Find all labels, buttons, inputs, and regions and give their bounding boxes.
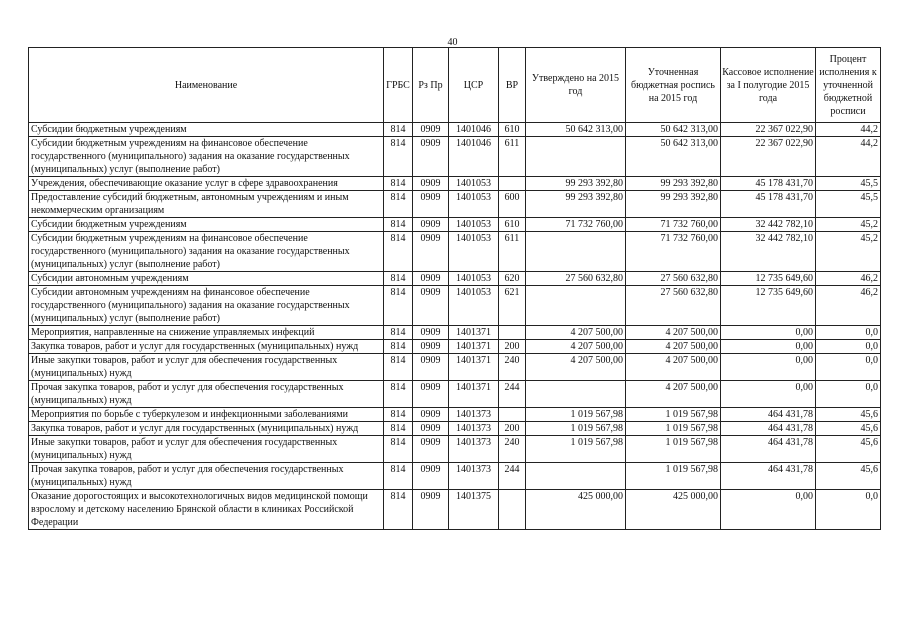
cell-name: Субсидии автономным учреждениям — [29, 272, 384, 286]
cell-csr: 1401373 — [449, 422, 499, 436]
cell-percent: 44,2 — [816, 137, 881, 177]
cell-refined: 50 642 313,00 — [626, 137, 721, 177]
cell-approved — [526, 381, 626, 408]
cell-name: Закупка товаров, работ и услуг для государственных (муниципальных) нужд — [29, 422, 384, 436]
cell-rzpr: 0909 — [413, 232, 449, 272]
cell-csr: 1401046 — [449, 123, 499, 137]
cell-cash: 32 442 782,10 — [721, 218, 816, 232]
cell-cash: 22 367 022,90 — [721, 137, 816, 177]
table-row — [29, 191, 881, 218]
cell-vr: 610 — [499, 218, 526, 232]
cell-percent: 45,5 — [816, 177, 881, 191]
cell-csr: 1401053 — [449, 218, 499, 232]
cell-approved: 1 019 567,98 — [526, 422, 626, 436]
cell-rzpr: 0909 — [413, 340, 449, 354]
cell-rzpr: 0909 — [413, 177, 449, 191]
cell-grbs: 814 — [384, 123, 413, 137]
cell-refined: 4 207 500,00 — [626, 326, 721, 340]
cell-vr: 200 — [499, 340, 526, 354]
cell-grbs: 814 — [384, 232, 413, 272]
cell-percent: 45,6 — [816, 436, 881, 463]
cell-csr: 1401373 — [449, 408, 499, 422]
cell-refined: 27 560 632,80 — [626, 286, 721, 326]
cell-percent: 46,2 — [816, 286, 881, 326]
cell-rzpr: 0909 — [413, 422, 449, 436]
cell-percent: 45,6 — [816, 408, 881, 422]
table-row — [29, 436, 881, 463]
cell-name: Субсидии бюджетным учреждениям — [29, 123, 384, 137]
cell-cash: 45 178 431,70 — [721, 191, 816, 218]
cell-grbs: 814 — [384, 490, 413, 530]
cell-name: Мероприятия, направленные на снижение управляемых инфекций — [29, 326, 384, 340]
cell-cash: 0,00 — [721, 326, 816, 340]
cell-approved — [526, 463, 626, 490]
cell-grbs: 814 — [384, 436, 413, 463]
table-row — [29, 232, 881, 272]
cell-csr: 1401046 — [449, 137, 499, 177]
cell-approved: 4 207 500,00 — [526, 354, 626, 381]
cell-refined: 1 019 567,98 — [626, 463, 721, 490]
cell-vr: 240 — [499, 436, 526, 463]
cell-vr: 610 — [499, 123, 526, 137]
header-approved: Утверждено на 2015 год — [526, 48, 626, 123]
cell-csr: 1401371 — [449, 340, 499, 354]
cell-vr: 611 — [499, 137, 526, 177]
cell-refined: 71 732 760,00 — [626, 218, 721, 232]
cell-approved: 99 293 392,80 — [526, 191, 626, 218]
cell-cash: 22 367 022,90 — [721, 123, 816, 137]
table-row — [29, 137, 881, 177]
cell-vr: 620 — [499, 272, 526, 286]
cell-grbs: 814 — [384, 326, 413, 340]
cell-approved: 425 000,00 — [526, 490, 626, 530]
header-name: Наименование — [29, 48, 384, 123]
cell-name: Субсидии автономным учреждениям на финансовое обеспечение государственного (муниципального) задания на оказание государственных (муниципальных) услуг (выполнение работ) — [29, 286, 384, 326]
cell-cash: 464 431,78 — [721, 436, 816, 463]
cell-name: Иные закупки товаров, работ и услуг для обеспечения государственных (муниципальных) нужд — [29, 354, 384, 381]
cell-csr: 1401053 — [449, 191, 499, 218]
table-row — [29, 218, 881, 232]
cell-rzpr: 0909 — [413, 463, 449, 490]
cell-name: Прочая закупка товаров, работ и услуг для обеспечения государственных (муниципальных) нужд — [29, 381, 384, 408]
table-row — [29, 408, 881, 422]
cell-vr: 200 — [499, 422, 526, 436]
cell-rzpr: 0909 — [413, 490, 449, 530]
cell-rzpr: 0909 — [413, 381, 449, 408]
cell-csr: 1401373 — [449, 463, 499, 490]
cell-csr: 1401371 — [449, 381, 499, 408]
cell-cash: 0,00 — [721, 340, 816, 354]
table-row — [29, 422, 881, 436]
table-row — [29, 123, 881, 137]
cell-csr: 1401053 — [449, 286, 499, 326]
cell-percent: 45,2 — [816, 218, 881, 232]
cell-refined: 27 560 632,80 — [626, 272, 721, 286]
table-row — [29, 463, 881, 490]
cell-refined: 4 207 500,00 — [626, 381, 721, 408]
cell-cash: 464 431,78 — [721, 463, 816, 490]
cell-vr: 611 — [499, 232, 526, 272]
cell-percent: 45,6 — [816, 463, 881, 490]
cell-approved — [526, 286, 626, 326]
cell-vr: 240 — [499, 354, 526, 381]
cell-vr: 621 — [499, 286, 526, 326]
cell-vr — [499, 490, 526, 530]
table-row — [29, 286, 881, 326]
cell-rzpr: 0909 — [413, 436, 449, 463]
cell-cash: 32 442 782,10 — [721, 232, 816, 272]
cell-cash: 0,00 — [721, 354, 816, 381]
cell-csr: 1401371 — [449, 326, 499, 340]
cell-name: Мероприятия по борьбе с туберкулезом и инфекционными заболеваниями — [29, 408, 384, 422]
cell-csr: 1401375 — [449, 490, 499, 530]
cell-refined: 4 207 500,00 — [626, 340, 721, 354]
header-vr: ВР — [499, 48, 526, 123]
cell-vr: 600 — [499, 191, 526, 218]
cell-approved: 1 019 567,98 — [526, 408, 626, 422]
cell-percent: 0,0 — [816, 326, 881, 340]
cell-grbs: 814 — [384, 340, 413, 354]
table-row — [29, 326, 881, 340]
cell-grbs: 814 — [384, 218, 413, 232]
table-row — [29, 490, 881, 530]
cell-refined: 99 293 392,80 — [626, 177, 721, 191]
cell-refined: 99 293 392,80 — [626, 191, 721, 218]
cell-grbs: 814 — [384, 137, 413, 177]
cell-approved: 4 207 500,00 — [526, 326, 626, 340]
cell-grbs: 814 — [384, 191, 413, 218]
cell-rzpr: 0909 — [413, 191, 449, 218]
cell-percent: 0,0 — [816, 354, 881, 381]
table-row — [29, 177, 881, 191]
cell-rzpr: 0909 — [413, 123, 449, 137]
cell-percent: 44,2 — [816, 123, 881, 137]
table-row — [29, 354, 881, 381]
page-number: 40 — [447, 37, 458, 48]
cell-vr — [499, 408, 526, 422]
cell-approved: 4 207 500,00 — [526, 340, 626, 354]
header-cash: Кассовое исполнение за I полугодие 2015 года — [721, 48, 816, 123]
cell-cash: 464 431,78 — [721, 422, 816, 436]
cell-approved: 1 019 567,98 — [526, 436, 626, 463]
header-rzpr: Рз Пр — [413, 48, 449, 123]
budget-table — [28, 47, 881, 530]
header-refined: Уточненная бюджетная роспись на 2015 год — [626, 48, 721, 123]
cell-rzpr: 0909 — [413, 354, 449, 381]
table-body — [29, 123, 881, 530]
cell-grbs: 814 — [384, 422, 413, 436]
cell-percent: 45,6 — [816, 422, 881, 436]
header-percent: Процент исполнения к уточненной бюджетной росписи — [816, 48, 881, 123]
cell-refined: 71 732 760,00 — [626, 232, 721, 272]
cell-vr — [499, 326, 526, 340]
table-row — [29, 340, 881, 354]
cell-percent: 0,0 — [816, 381, 881, 408]
cell-vr: 244 — [499, 463, 526, 490]
cell-approved: 99 293 392,80 — [526, 177, 626, 191]
cell-percent: 45,5 — [816, 191, 881, 218]
cell-name: Учреждения, обеспечивающие оказание услуг в сфере здравоохранения — [29, 177, 384, 191]
cell-refined: 1 019 567,98 — [626, 436, 721, 463]
cell-name: Субсидии бюджетным учреждениям на финансовое обеспечение государственного (муниципального) задания на оказание государственных (муниципальных) услуг (выполнение работ) — [29, 232, 384, 272]
cell-rzpr: 0909 — [413, 218, 449, 232]
cell-refined: 1 019 567,98 — [626, 408, 721, 422]
cell-cash: 12 735 649,60 — [721, 286, 816, 326]
cell-rzpr: 0909 — [413, 326, 449, 340]
cell-cash: 464 431,78 — [721, 408, 816, 422]
cell-name: Субсидии бюджетным учреждениям на финансовое обеспечение государственного (муниципального) задания на оказание государственных (муниципальных) услуг (выполнение работ) — [29, 137, 384, 177]
cell-grbs: 814 — [384, 354, 413, 381]
cell-approved: 50 642 313,00 — [526, 123, 626, 137]
cell-approved: 71 732 760,00 — [526, 218, 626, 232]
cell-refined: 425 000,00 — [626, 490, 721, 530]
cell-refined: 1 019 567,98 — [626, 422, 721, 436]
cell-approved — [526, 232, 626, 272]
cell-name: Субсидии бюджетным учреждениям — [29, 218, 384, 232]
cell-grbs: 814 — [384, 286, 413, 326]
cell-grbs: 814 — [384, 463, 413, 490]
cell-approved: 27 560 632,80 — [526, 272, 626, 286]
table-header — [29, 48, 881, 123]
cell-rzpr: 0909 — [413, 137, 449, 177]
header-grbs: ГРБС — [384, 48, 413, 123]
header-csr: ЦСР — [449, 48, 499, 123]
cell-percent: 0,0 — [816, 490, 881, 530]
cell-csr: 1401373 — [449, 436, 499, 463]
cell-cash: 45 178 431,70 — [721, 177, 816, 191]
cell-name: Предоставление субсидий бюджетным, автономным учреждениям и иным некоммерческим организациям — [29, 191, 384, 218]
cell-grbs: 814 — [384, 272, 413, 286]
cell-percent: 45,2 — [816, 232, 881, 272]
cell-name: Прочая закупка товаров, работ и услуг для обеспечения государственных (муниципальных) нужд — [29, 463, 384, 490]
cell-csr: 1401371 — [449, 354, 499, 381]
cell-cash: 12 735 649,60 — [721, 272, 816, 286]
cell-vr — [499, 177, 526, 191]
cell-grbs: 814 — [384, 381, 413, 408]
cell-name: Иные закупки товаров, работ и услуг для обеспечения государственных (муниципальных) нужд — [29, 436, 384, 463]
cell-percent: 0,0 — [816, 340, 881, 354]
cell-csr: 1401053 — [449, 232, 499, 272]
cell-cash: 0,00 — [721, 490, 816, 530]
table-row — [29, 272, 881, 286]
cell-vr: 244 — [499, 381, 526, 408]
cell-grbs: 814 — [384, 408, 413, 422]
cell-refined: 4 207 500,00 — [626, 354, 721, 381]
cell-cash: 0,00 — [721, 381, 816, 408]
cell-approved — [526, 137, 626, 177]
cell-csr: 1401053 — [449, 177, 499, 191]
cell-rzpr: 0909 — [413, 272, 449, 286]
cell-name: Закупка товаров, работ и услуг для государственных (муниципальных) нужд — [29, 340, 384, 354]
table-row — [29, 381, 881, 408]
cell-refined: 50 642 313,00 — [626, 123, 721, 137]
cell-csr: 1401053 — [449, 272, 499, 286]
cell-grbs: 814 — [384, 177, 413, 191]
cell-name: Оказание дорогостоящих и высокотехнологичных видов медицинской помощи взрослому и детскому населению Брянской области в клиниках Российской Федерации — [29, 490, 384, 530]
cell-rzpr: 0909 — [413, 286, 449, 326]
cell-rzpr: 0909 — [413, 408, 449, 422]
cell-percent: 46,2 — [816, 272, 881, 286]
